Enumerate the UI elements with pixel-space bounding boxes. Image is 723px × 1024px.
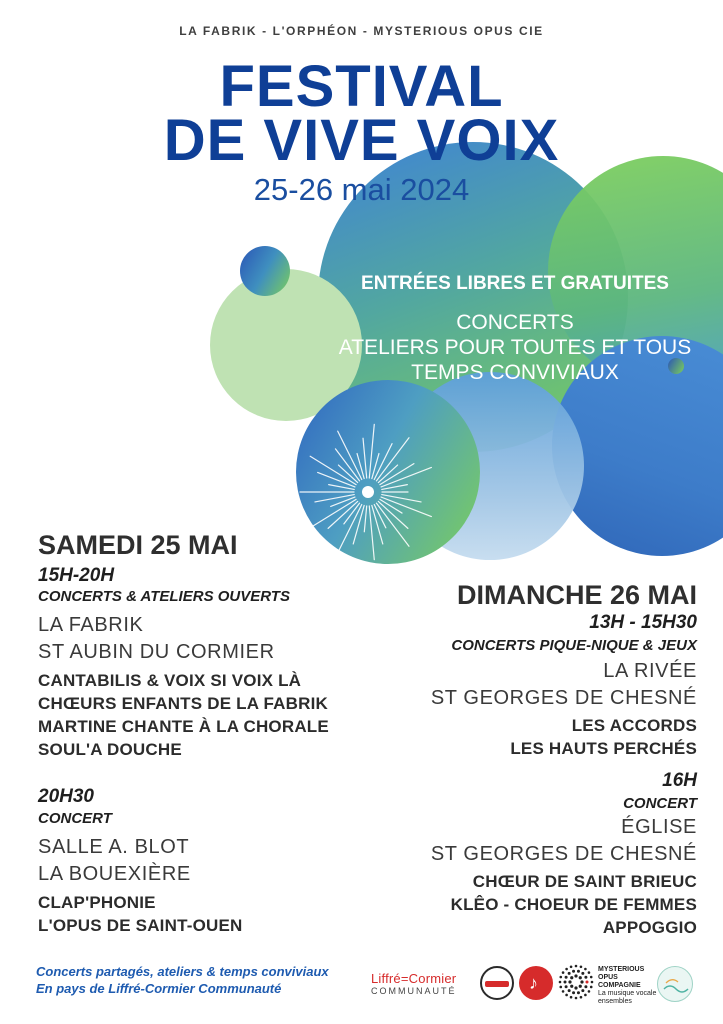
logo-dot [575,965,578,968]
logo-dot [581,989,584,992]
free-entry-text: ENTRÉES LIBRES ET GRATUITES [361,273,669,294]
mysterious-opus-logo-icon [556,962,596,1002]
sunburst-ray [382,495,421,502]
sunburst-ray [364,506,366,532]
sunburst-ray [369,506,374,560]
logo-dot [570,976,573,979]
saturday-slot1-time: 15H-20H [38,565,115,586]
sunday-slot2-time: 16H [662,770,697,791]
logo-dot [588,971,591,974]
mysterious-logo-line1: MYSTERIOUS [598,966,645,973]
sunburst-ray [357,454,364,479]
logo-dot [590,986,593,989]
mysterious-logo-line2: OPUS [598,974,618,981]
intro-line-concerts: CONCERTS [456,311,574,334]
festival-title-line2: DE VIVE VOIX [163,108,560,173]
logo-dot [570,996,573,999]
saturday-slot1-artist-4: SOUL'A DOUCHE [38,740,182,759]
saturday-slot1-place1: LA FABRIK [38,614,144,636]
festival-title-line1: FESTIVAL [219,54,504,119]
logo-dot [559,976,562,979]
saturday-slot1-artist-3: MARTINE CHANTE À LA CHORALE [38,717,329,736]
logo-dot [575,997,578,1000]
la-rivee-logo [657,966,693,1002]
logo-dot [562,971,565,974]
liffre-logo-word2: Cormier [408,971,457,986]
logo-dot [559,981,562,984]
logo-dot [580,980,583,983]
saturday-slot1-artist-2: CHŒURS ENFANTS DE LA FABRIK [38,694,329,713]
logo-dot [588,990,591,993]
logo-dot [584,968,587,971]
logo-dot [586,981,589,984]
sunburst-ray [372,454,379,479]
orpheon-logo [480,966,514,1000]
logo-dot [584,976,587,979]
saturday-heading: SAMEDI 25 MAI [38,530,238,560]
footer-line2: En pays de Liffré-Cormier Communauté [36,981,282,996]
liffre-logo-word1: Liffré [371,971,401,986]
logo-dot [568,989,571,992]
mysterious-opus-logo-text [598,966,656,1006]
sunburst-ray [363,438,367,478]
saturday-slot2-time: 20H30 [38,786,94,807]
logo-dot [579,985,582,988]
logo-dot [584,985,587,988]
saturday-slot2-kind: CONCERT [38,810,112,827]
sunburst-ray [369,424,374,478]
sunday-slot2-kind: CONCERT [623,795,697,812]
logo-dot [565,976,568,979]
logo-dot [568,980,571,983]
intro-line-ateliers: ATELIERS POUR TOUTES ET TOUS [338,336,692,359]
sunburst-ray [310,456,356,484]
saturday-slot1-place2: ST AUBIN DU CORMIER [38,641,275,663]
logo-dot [559,986,562,989]
sunburst-ray [315,495,354,502]
sunburst-ray [376,438,409,481]
organizers-line: LA FABRIK - L'ORPHÉON - MYSTERIOUS OPUS CIE [179,24,544,38]
logo-dot [562,990,565,993]
sunday-slot2-artist-3: APPOGGIO [602,918,697,937]
saturday-slot2-artist-1: CLAP'PHONIE [38,893,156,912]
sunburst-decoration [296,380,480,564]
mysterious-logo-line5: ensembles [598,998,632,1005]
saturday-slot2-artist-2: L'OPUS DE SAINT-OUEN [38,916,243,935]
logo-dot [591,981,594,984]
logo-dot [565,968,568,971]
sunday-slot1-time: 13H - 15H30 [589,612,697,633]
sunday-slot1-place1: LA RIVÉE [603,660,697,682]
sunburst-ray [381,467,431,487]
logo-dot [565,985,568,988]
logo-dot [565,994,568,997]
saturday-slot1-artist-1: CANTABILIS & VOIX SI VOIX LÀ [38,671,302,690]
logo-dot [570,965,573,968]
sunburst-ray [381,497,431,517]
logo-dot [579,976,582,979]
sunday-slot1-artist-1: LES ACCORDS [571,716,697,735]
logo-dot [580,965,583,968]
logo-dot [590,976,593,979]
logo-dot [564,981,567,984]
logo-dot [584,994,587,997]
decor-circle-small [240,246,290,296]
festival-dates: 25-26 mai 2024 [253,172,470,207]
sunday-heading: DIMANCHE 26 MAI [456,580,697,610]
logo-dot [572,991,575,994]
mysterious-logo-line4: La musique vocale [598,990,657,997]
sunday-slot1-artist-2: LES HAUTS PERCHÉS [510,739,697,758]
logo-dot [568,972,571,975]
sunday-slot1-place2: ST GEORGES DE CHESNÉ [430,687,697,709]
sunday-slot2-place1: ÉGLISE [621,816,697,838]
sunday-slot1-kind: CONCERTS PIQUE-NIQUE & JEUX [451,637,697,654]
sunday-slot2-artist-2: KLÊO - CHOEUR DE FEMMES [450,895,697,914]
logo-dot [574,986,577,989]
sunday-slot2-artist-1: CHŒUR DE SAINT BRIEUC [472,872,697,891]
fabrik-logo: ♪ [519,966,553,1000]
logo-dot [572,970,575,973]
sunday-slot2-place2: ST GEORGES DE CHESNÉ [430,843,697,865]
logo-dot [574,974,577,977]
saturday-slot1-kind: CONCERTS & ATELIERS OUVERTS [38,588,290,605]
intro-line-temps: TEMPS CONVIVIAUX [411,361,619,384]
logo-dot [581,972,584,975]
logo-dot [577,991,580,994]
logo-dot [580,996,583,999]
sunburst-ray [380,464,414,485]
logo-dot [577,970,580,973]
saturday-slot2-place1: SALLE A. BLOT [38,836,190,858]
mysterious-logo-line3: COMPAGNIE [598,982,641,989]
footer-line1: Concerts partagés, ateliers & temps conviviaux [36,964,329,979]
liffre-logo-word3: COMMUNAUTÉ [371,986,457,996]
liffre-cormier-logo: Liffré=Cormier COMMUNAUTÉ [371,971,476,996]
saturday-slot2-place2: LA BOUEXIÈRE [38,863,191,885]
logo-dot [570,985,573,988]
